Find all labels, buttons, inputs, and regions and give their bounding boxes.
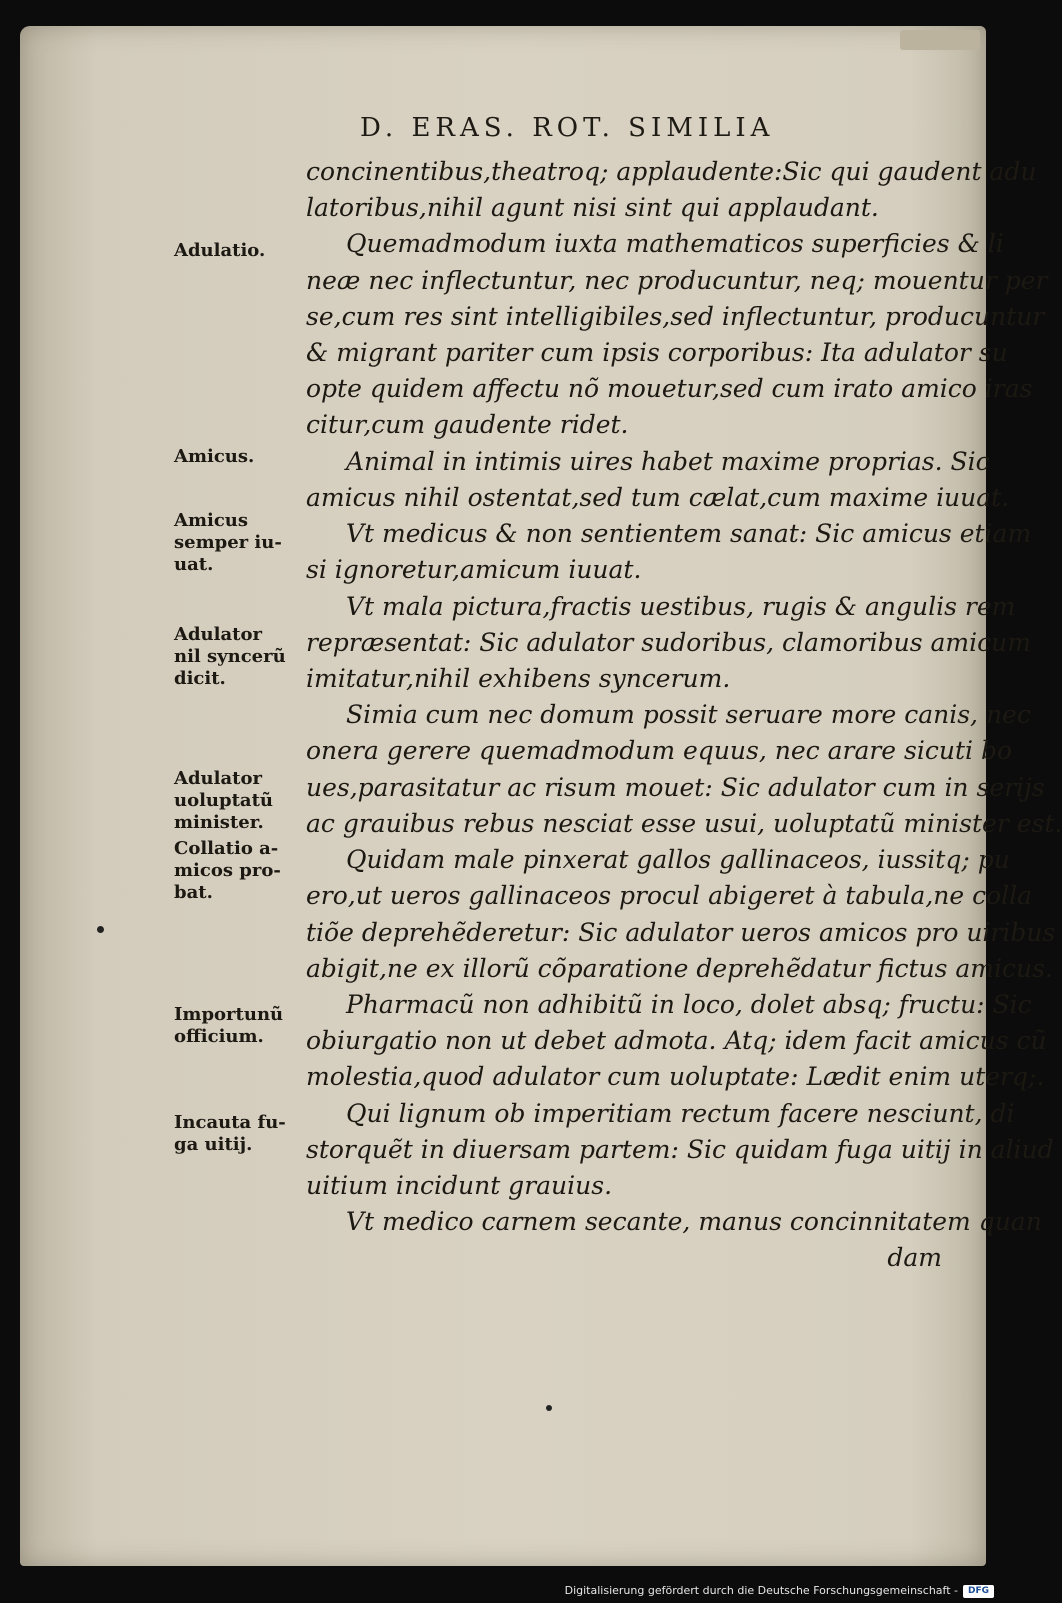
ink-speck bbox=[97, 926, 104, 933]
text-line: onera gerere quemadmodum equus, nec arare sicuti bo bbox=[306, 736, 1013, 765]
margin-note-incauta bbox=[174, 1112, 302, 1156]
margin-note-collatio bbox=[174, 838, 302, 904]
margin-note-line: Incauta fu- bbox=[174, 1112, 286, 1133]
page-corner-tab bbox=[900, 30, 980, 50]
margin-note-line: nil syncerũ bbox=[174, 646, 286, 667]
margin-note-line: Importunũ bbox=[174, 1004, 284, 1025]
text-line: molestia,quod adulator cum uoluptate: Lædit enim uterq;. bbox=[306, 1062, 1045, 1091]
text-line: amicus nihil ostentat,sed tum cælat,cum maxime iuuat. bbox=[306, 483, 1010, 512]
text-line: opte quidem affectu nõ mouetur,sed cum irato amico iras bbox=[306, 374, 1033, 403]
text-line: Animal in intimis uires habet maxime proprias. Sic bbox=[346, 447, 990, 476]
margin-note-line: semper iu- bbox=[174, 532, 282, 553]
text-line: Pharmacũ non adhibitũ in loco, dolet absq; fructu: Sic bbox=[346, 990, 1032, 1019]
text-line: abigit,ne ex illorũ cõparatione deprehẽdatur fictus amicus. bbox=[306, 954, 1053, 983]
text-line: concinentibus,theatroq; applaudente:Sic qui gaudent adu bbox=[306, 157, 1037, 186]
margin-note-line: ga uitij. bbox=[174, 1134, 253, 1155]
text-line: neæ nec inflectuntur, nec producuntur, neq; mouentur per bbox=[306, 266, 1048, 295]
text-line: tiõe deprehẽderetur: Sic adulator ueros amicos pro uiribus bbox=[306, 918, 1056, 947]
margin-note-line: dicit. bbox=[174, 668, 226, 689]
margin-note-adulator-minister bbox=[174, 768, 302, 834]
text-line: repræsentat: Sic adulator sudoribus, clamoribus amicum bbox=[306, 628, 1031, 657]
text-line: Vt medicus & non sentientem sanat: Sic amicus etiam bbox=[346, 519, 1032, 548]
margin-note-line: uoluptatũ bbox=[174, 790, 273, 811]
text-line: Vt medico carnem secante, manus concinnitatem quan bbox=[346, 1207, 1042, 1236]
text-line: Quemadmodum iuxta mathematicos superficies & li bbox=[346, 229, 1004, 258]
margin-note-line: uat. bbox=[174, 554, 214, 575]
text-line: ac grauibus rebus nesciat esse usui, uoluptatũ minister est. bbox=[306, 809, 1062, 838]
ink-speck bbox=[546, 1405, 552, 1411]
text-line: obiurgatio non ut debet admota. Atq; idem facit amicus cũ bbox=[306, 1026, 1047, 1055]
catchword: dam bbox=[887, 1243, 942, 1272]
digitization-credit: Digitalisierung gefördert durch die Deutsche Forschungsgemeinschaft - bbox=[564, 1584, 958, 1597]
margin-note-line: Adulator bbox=[174, 768, 262, 789]
margin-note-importunum bbox=[174, 1004, 302, 1048]
margin-note-line: minister. bbox=[174, 812, 264, 833]
text-line: Qui lignum ob imperitiam rectum facere nesciunt, di bbox=[346, 1099, 1015, 1128]
text-line: Quidam male pinxerat gallos gallinaceos, iussitq; pu bbox=[346, 845, 1010, 874]
text-line: si ignoretur,amicum iuuat. bbox=[306, 555, 642, 584]
text-line: latoribus,nihil agunt nisi sint qui applaudant. bbox=[306, 193, 879, 222]
text-line: se,cum res sint intelligibiles,sed inflectuntur, producuntur bbox=[306, 302, 1045, 331]
text-line: ero,ut ueros gallinaceos procul abigeret à tabula,ne colla bbox=[306, 881, 1033, 910]
margin-note-amicus bbox=[174, 446, 302, 468]
running-header: D. ERAS. ROT. SIMILIA bbox=[360, 113, 775, 143]
margin-note-line: bat. bbox=[174, 882, 213, 903]
margin-note-adulatio bbox=[174, 240, 302, 262]
margin-note-adulator-syncerum bbox=[174, 624, 302, 690]
margin-note-line: Amicus bbox=[174, 510, 249, 531]
margin-note-line: Collatio a- bbox=[174, 838, 279, 859]
text-line: storquẽt in diuersam partem: Sic quidam fuga uitij in aliud bbox=[306, 1135, 1054, 1164]
text-line: Vt mala pictura,fractis uestibus, rugis & angulis rem bbox=[346, 592, 1016, 621]
margin-note-line: Adulator bbox=[174, 624, 262, 645]
text-line: ues,parasitatur ac risum mouet: Sic adulator cum in serijs bbox=[306, 773, 1045, 802]
text-line: citur,cum gaudente ridet. bbox=[306, 410, 629, 439]
margin-note-line: Amicus. bbox=[174, 446, 255, 467]
margin-note-line: micos pro- bbox=[174, 860, 281, 881]
margin-note-amicus-semper bbox=[174, 510, 302, 576]
text-line: uitium incidunt grauius. bbox=[306, 1171, 613, 1200]
text-line: & migrant pariter cum ipsis corporibus: Ita adulator su bbox=[306, 338, 1008, 367]
text-line: Simia cum nec domum possit seruare more canis, nec bbox=[346, 700, 1031, 729]
text-line: imitatur,nihil exhibens syncerum. bbox=[306, 664, 731, 693]
margin-note-line: Adulatio. bbox=[174, 240, 266, 261]
margin-note-line: officium. bbox=[174, 1026, 264, 1047]
dfg-logo[interactable]: DFG bbox=[963, 1585, 994, 1598]
